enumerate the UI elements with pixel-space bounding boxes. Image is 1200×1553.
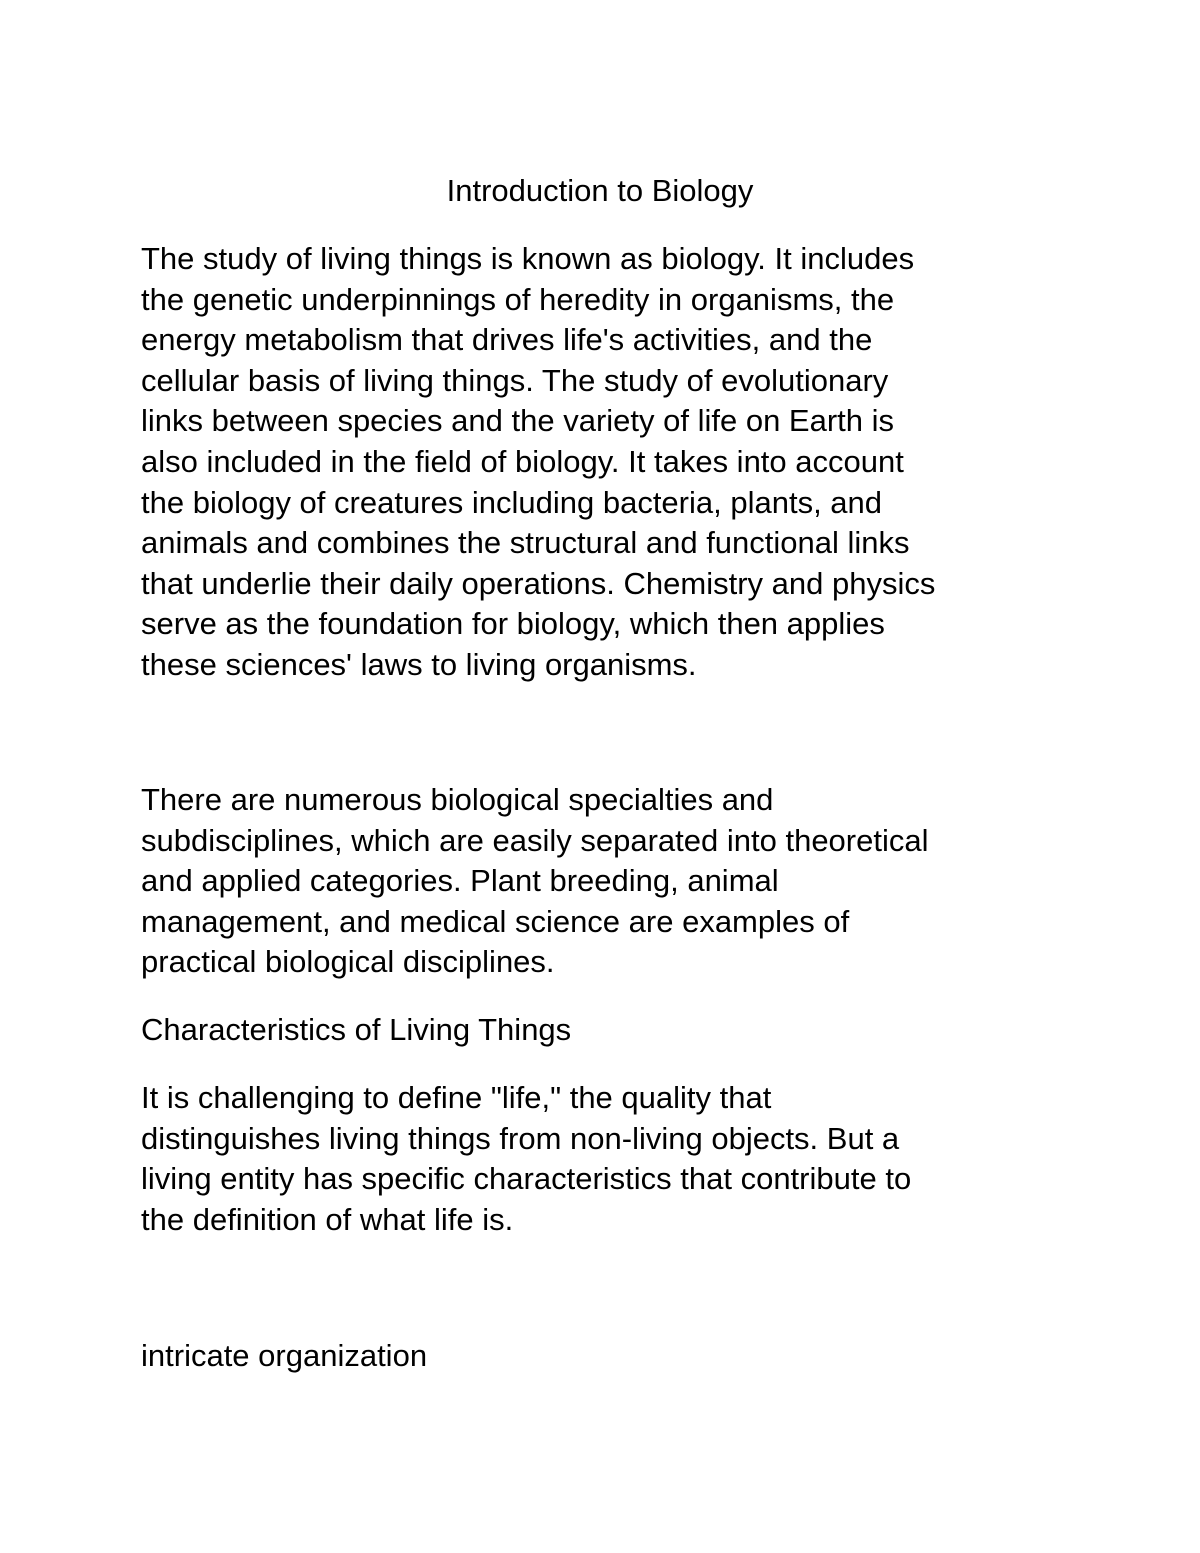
section-heading-organization: intricate organization — [141, 1338, 428, 1373]
text-line: the definition of what life is. — [141, 1201, 514, 1237]
text-line: links between species and the variety of life on Earth is — [141, 403, 895, 439]
text-line: There are numerous biological specialties and — [141, 782, 774, 817]
text-line: also included in the field of biology. It takes into account — [141, 443, 904, 479]
section-heading-characteristics: Characteristics of Living Things — [141, 1012, 572, 1047]
text-line: these sciences' laws to living organisms. — [141, 646, 697, 682]
text-line: that underlie their daily operations. Chemistry and physics — [141, 565, 936, 601]
intro-paragraph — [141, 239, 1061, 686]
document-title: Introduction to Biology — [446, 173, 754, 208]
text-line: the biology of creatures including bacteria, plants, and — [141, 484, 883, 520]
text-line: management, and medical science are examples of — [141, 903, 850, 939]
text-line: the genetic underpinnings of heredity in organisms, the — [141, 281, 895, 317]
life-definition-paragraph — [141, 1078, 1061, 1240]
text-line: The study of living things is known as biology. It includes — [141, 241, 915, 276]
text-line: distinguishes living things from non-living objects. But a — [141, 1120, 900, 1156]
text-line: cellular basis of living things. The study of evolutionary — [141, 362, 889, 398]
text-line: practical biological disciplines. — [141, 944, 555, 980]
text-line: subdisciplines, which are easily separated into theoretical — [141, 822, 929, 858]
text-line: and applied categories. Plant breeding, animal — [141, 863, 779, 899]
text-line: animals and combines the structural and functional links — [141, 525, 910, 561]
text-line: It is challenging to define "life," the quality that — [141, 1080, 772, 1115]
text-line: serve as the foundation for biology, which then applies — [141, 606, 885, 642]
specialties-paragraph — [141, 780, 1061, 983]
text-line: living entity has specific characteristics that contribute to — [141, 1161, 912, 1197]
text-line: energy metabolism that drives life's activities, and the — [141, 322, 873, 358]
